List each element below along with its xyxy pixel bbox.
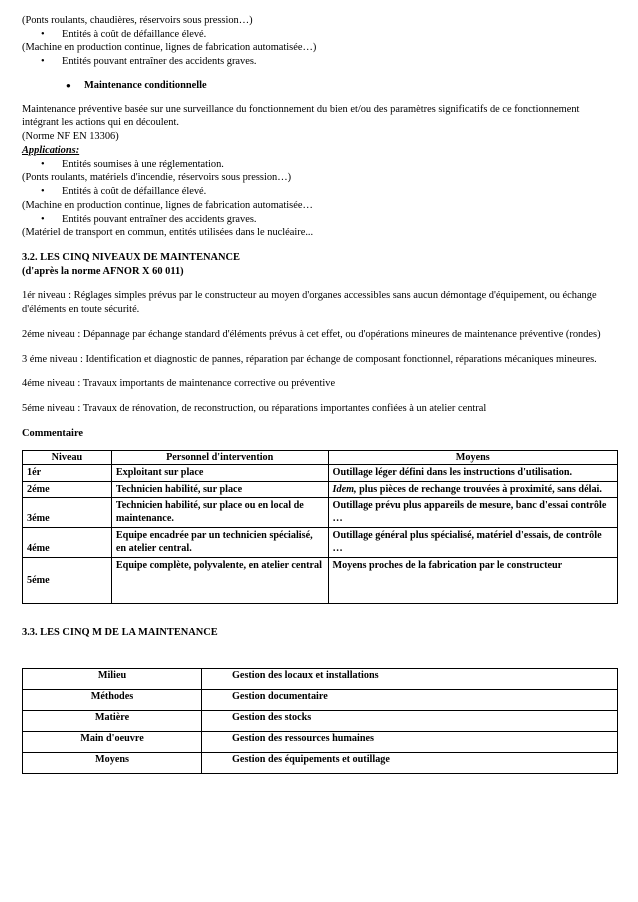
intro-line-2: (Machine en production continue, lignes de fabrication automatisée…) — [22, 42, 317, 54]
table-row — [23, 557, 618, 603]
cinq-m-description: Gestion des locaux et installations — [202, 668, 618, 689]
cell-moyens: Outillage léger défini dans les instructions d'utilisation. — [328, 465, 617, 481]
applications-bullet-2: • Entités à coût de défaillance élevé. — [22, 185, 618, 199]
table-row — [23, 731, 618, 752]
cell-niveau: 1ér — [23, 465, 112, 481]
applications-line-2: (Machine en production continue, lignes de fabrication automatisée… — [22, 199, 313, 211]
header-personnel: Personnel d'intervention — [111, 450, 328, 464]
cinq-m-label: Main d'oeuvre — [23, 731, 202, 752]
intro-bullet-1: • Entités à coût de défaillance élevé. — [22, 28, 618, 42]
niveau-4-text: 4éme niveau : Travaux importants de maintenance corrective ou préventive — [22, 378, 336, 390]
header-moyens: Moyens — [328, 450, 617, 464]
niveau-2-text: 2éme niveau : Dépannage par échange standard d'éléments prévus à cet effet, ou d'opérations mineures de maintenance préventive (rondes) — [22, 328, 601, 340]
table-row — [23, 752, 618, 773]
applications-bullet-3: • Entités pouvant entraîner des accidents graves. — [22, 213, 618, 227]
cinq-m-label: Moyens — [23, 752, 202, 773]
cinq-m-table — [22, 668, 618, 774]
niveau-5-text: 5éme niveau : Travaux de rénovation, de reconstruction, ou réparations importantes confiées à un atelier central — [22, 403, 487, 415]
cell-moyens: Moyens proches de la fabrication par le constructeur — [328, 557, 617, 603]
cell-moyens: Outillage général plus spécialisé, matériel d'essais, de contrôle … — [328, 527, 617, 557]
levels-table-header — [23, 450, 618, 464]
cinq-m-description: Gestion des équipements et outillage — [202, 752, 618, 773]
conditionnelle-definition: Maintenance préventive basée sur une surveillance du fonctionnement du bien et/ou des paramètres significatifs de ce fonctionnement intégrant les actions qui en découlent. — [22, 103, 580, 129]
applications-bullet-1: • Entités soumises à une réglementation. — [22, 158, 618, 172]
cell-personnel: Exploitant sur place — [111, 465, 328, 481]
header-niveau: Niveau — [23, 450, 112, 464]
cell-niveau: 3éme — [23, 497, 112, 527]
table-row — [23, 710, 618, 731]
intro-bullet-2: • Entités pouvant entraîner des accidents graves. — [22, 55, 618, 69]
table-row — [23, 527, 618, 557]
idem-word: Idem, — [332, 483, 357, 495]
applications-label: Applications: — [22, 144, 80, 156]
section-3-2-subtitle: (d'après la norme AFNOR X 60 011) — [22, 265, 184, 277]
cell-personnel: Equipe encadrée par un technicien spécialisé, en atelier central. — [111, 527, 328, 557]
cinq-m-description: Gestion des ressources humaines — [202, 731, 618, 752]
cell-moyens-rest: plus pièces de rechange trouvées à proximité, sans délai. — [356, 483, 602, 495]
niveau-1-text: 1ér niveau : Réglages simples prévus par le constructeur au moyen d'organes accessibles sans aucun démontage d'équipement, ou échange d'éléments en toute sécurité. — [22, 290, 597, 316]
cell-moyens: Outillage prévu plus appareils de mesure, banc d'essai contrôle … — [328, 497, 617, 527]
table-row — [23, 668, 618, 689]
table-row — [23, 497, 618, 527]
applications-line-1: (Ponts roulants, matériels d'incendie, réservoirs sous pression…) — [22, 172, 292, 184]
cinq-m-description: Gestion documentaire — [202, 689, 618, 710]
document-page — [22, 14, 618, 774]
cell-niveau: 5éme — [23, 557, 112, 603]
cell-niveau: 2éme — [23, 481, 112, 497]
table-row — [23, 481, 618, 497]
applications-line-3: (Matériel de transport en commun, entités utilisées dans le nucléaire... — [22, 227, 314, 239]
section-3-2-title: 3.2. LES CINQ NIVEAUX DE MAINTENANCE — [22, 252, 240, 264]
section-3-3-title: 3.3. LES CINQ M DE LA MAINTENANCE — [22, 626, 218, 638]
commentaire-label: Commentaire — [22, 427, 83, 439]
cinq-m-description: Gestion des stocks — [202, 710, 618, 731]
conditionnelle-norme: (Norme NF EN 13306) — [22, 131, 119, 143]
cinq-m-label: Méthodes — [23, 689, 202, 710]
table-row — [23, 465, 618, 481]
cell-personnel: Equipe complète, polyvalente, en atelier central — [111, 557, 328, 603]
cell-moyens — [328, 481, 617, 497]
cell-niveau: 4éme — [23, 527, 112, 557]
cell-personnel: Technicien habilité, sur place ou en local de maintenance. — [111, 497, 328, 527]
intro-line-1: (Ponts roulants, chaudières, réservoirs sous pression…) — [22, 15, 253, 26]
table-row — [23, 689, 618, 710]
levels-table — [22, 450, 618, 604]
cinq-m-label: Milieu — [23, 668, 202, 689]
cinq-m-label: Matière — [23, 710, 202, 731]
niveau-3-text: 3 éme niveau : Identification et diagnostic de pannes, réparation par échange de composant fonctionnel, réparations mécaniques mineures. — [22, 353, 597, 365]
conditionnelle-heading: ● Maintenance conditionnelle — [22, 79, 618, 93]
cell-personnel: Technicien habilité, sur place — [111, 481, 328, 497]
